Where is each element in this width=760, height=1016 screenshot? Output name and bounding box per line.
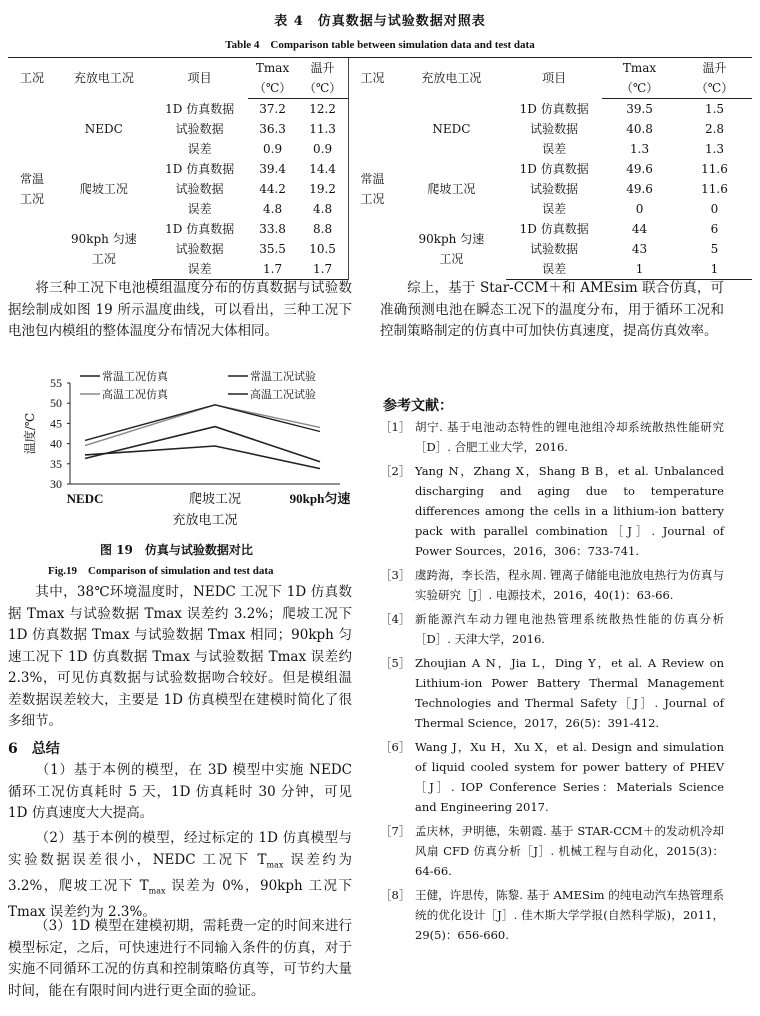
rise-cell-right: 11.6 xyxy=(701,182,728,196)
legend-label: 常温工况仿真 xyxy=(102,370,168,383)
table-caption-cn: 表 4 仿真数据与试验数据对照表 xyxy=(274,14,486,29)
figure-caption-cn: 图 19 仿真与试验数据对比 xyxy=(100,543,253,557)
reference-text: Zhoujian A N，Jia L，Ding Y，et al. A Review on Lithium-ion Power Battery Thermal Management Technologies and Thermal Safety［J］. Journal of Thermal Science，2017，26(5)：391-412. xyxy=(415,656,724,730)
condition-cell-right: 常温 工况 xyxy=(348,99,396,280)
tmax-cell-right: 43 xyxy=(631,242,648,256)
group-cell: 90kph 匀速 工况 xyxy=(70,232,137,267)
y-axis-label: 温度/℃ xyxy=(23,412,37,455)
subscript-max-1: max xyxy=(266,860,284,870)
header-tmax: Tmax xyxy=(248,58,298,79)
group-cell-right: 爬坡工况 xyxy=(427,182,476,196)
figure-caption-en: Fig.19 Comparison of simulation and test data xyxy=(48,565,274,577)
item-cell: 试验数据 xyxy=(175,182,224,196)
item-cell-right: 误差 xyxy=(542,202,567,216)
reference-text: Yang N，Zhang X，Shang B B，et al. Unbalanced discharging and aging due to temperature differences among the cells in a lithium-ion battery pack with parallel combination［J］. Journal of Power Sources，2016，306：733-741. xyxy=(415,464,724,558)
tmax-cell-right: 49.6 xyxy=(626,162,653,176)
reference-text: 王健，许思传，陈黎. 基于 AMESim 的纯电动汽车热管理系统的优化设计［J］. 佳木斯大学学报(自然科学版)，2011，29(5)：656-660. xyxy=(415,888,724,942)
reference-text: 孟庆林，尹明德，朱朝霞. 基于 STAR-CCM＋的发动机冷却风扇 CFD 仿真分析［J］. 机械工程与自动化，2015(3)：64-66. xyxy=(415,824,724,878)
reference-item xyxy=(380,653,724,733)
rise-cell: 1.7 xyxy=(298,259,348,280)
reference-number: ［4］ xyxy=(380,612,411,626)
header-unit-tmax-right: （℃） xyxy=(602,78,677,99)
reference-item xyxy=(380,737,724,817)
paragraph-summary-3-text: （3）1D 模型在建模初期，需耗费一定的时间来进行模型标定，之后，可快速进行不同输入条件的仿真，对于实施不同循环工况的仿真和控制策略仿真等，可节约大量时间，能在有限时间内进行更全面的验证。 xyxy=(8,918,352,999)
subscript-max-2: max xyxy=(148,886,166,896)
y-tick-label: 50 xyxy=(50,396,62,411)
reference-number: ［8］ xyxy=(380,888,411,902)
group-cell: 爬坡工况 xyxy=(79,182,128,196)
item-cell: 误差 xyxy=(152,259,248,280)
reference-text: 新能源汽车动力锂电池热管理系统散热性能的仿真分析［D］. 天津大学，2016. xyxy=(415,612,724,646)
tmax-cell-right: 0 xyxy=(635,202,644,216)
temperature-comparison-chart xyxy=(20,368,350,536)
header-temp-rise-right: 温升 xyxy=(677,58,752,79)
item-cell-right: 试验数据 xyxy=(530,182,579,196)
y-tick-label: 40 xyxy=(50,436,62,451)
item-cell: 试验数据 xyxy=(175,242,224,256)
item-cell: 误差 xyxy=(187,202,212,216)
header-condition: 工况 xyxy=(8,58,56,99)
reference-text: 胡宁. 基于电池动态特性的锂电池组冷却系统散热性能研究［D］. 合肥工业大学，2016. xyxy=(415,420,724,454)
tmax-cell: 33.8 xyxy=(259,222,286,236)
tmax-cell: 44.2 xyxy=(259,182,286,196)
paragraph-analysis xyxy=(8,582,352,733)
header-charge-condition-right: 充放电工况 xyxy=(396,58,506,99)
x-tick-label: NEDC xyxy=(66,491,104,506)
legend-label: 常温工况试验 xyxy=(250,370,316,383)
paragraph-summary-2-part-a: （2）基于本例的模型，经过标定的 1D 仿真模型与实验数据误差很小，NEDC 工况下 T xyxy=(8,830,352,868)
header-charge-condition: 充放电工况 xyxy=(56,58,152,99)
rise-cell: 14.4 xyxy=(309,162,336,176)
y-tick-label: 45 xyxy=(50,416,62,431)
tmax-cell: 39.4 xyxy=(259,162,286,176)
paragraph-conclusion xyxy=(380,278,724,343)
paragraph-analysis-text: 其中，38℃环境温度时，NEDC 工况下 1D 仿真数据 Tmax 与试验数据 Tmax 误差约 3.2%；爬坡工况下 1D 仿真数据 Tmax 与试验数据 Tmax 相同；90kph 匀速工况下 1D 仿真数据 Tmax 与试验数据 Tmax 误差约 2.3%，可见仿真数据与试验数据吻合较好。但是模组温差数据误差较大，主要是 1D 仿真模型在建模时简化了很多细节。 xyxy=(8,584,352,729)
tmax-cell: 37.2 xyxy=(259,102,286,116)
tmax-cell-right: 40.8 xyxy=(626,122,653,136)
x-tick-label: 90kph匀速 xyxy=(289,491,350,506)
item-cell-right: 试验数据 xyxy=(530,242,579,256)
rise-cell: 19.2 xyxy=(309,182,336,196)
legend-label: 高温工况试验 xyxy=(250,388,316,401)
comparison-table xyxy=(8,57,752,280)
item-cell: 1D 仿真数据 xyxy=(165,101,235,116)
x-tick-label: 爬坡工况 xyxy=(188,491,242,506)
rise-cell-right: 11.6 xyxy=(701,162,728,176)
table-caption-en: Table 4 Comparison table between simulation data and test data xyxy=(225,39,535,51)
reference-text: Wang J，Xu H，Xu X，et al. Design and simulation of liquid cooled system for power battery of PHEV［J］. IOP Conference Series：Materials Science and Engineering 2017. xyxy=(415,740,724,814)
tmax-cell-right: 39.5 xyxy=(626,102,653,116)
section-title: 6 总结 xyxy=(8,741,60,757)
condition-cell: 常温 工况 xyxy=(19,172,44,206)
tmax-cell: 1.7 xyxy=(248,259,298,280)
rise-cell: 4.8 xyxy=(313,202,333,216)
item-cell-right: 1D 仿真数据 xyxy=(519,222,589,236)
paragraph-summary-2-part-c: 误差为 0%，90kph 工况下 Tmax 误差约为 2.3%。 xyxy=(8,877,352,920)
tmax-cell-right: 49.6 xyxy=(626,182,653,196)
reference-number: ［1］ xyxy=(380,420,411,434)
tmax-cell: 4.8 xyxy=(263,202,283,216)
reference-item xyxy=(380,461,724,561)
tmax-cell: 36.3 xyxy=(259,122,286,136)
references-list xyxy=(380,417,724,949)
paragraph-intro-text: 将三种工况下电池模组温度分布的仿真数据与试验数据绘制成如图 19 所示温度曲线，可以看出，三种工况下电池包内模组的整体温度分布情况大体相同。 xyxy=(8,280,352,339)
group-cell-right: NEDC xyxy=(432,121,471,136)
header-unit-rise: （℃） xyxy=(298,78,348,99)
tmax-cell: 35.5 xyxy=(259,242,286,256)
y-tick-label: 55 xyxy=(50,376,62,390)
reference-number: ［2］ xyxy=(380,464,411,478)
reference-item xyxy=(380,565,724,605)
header-condition-right: 工况 xyxy=(348,58,396,99)
tmax-cell-right: 44 xyxy=(631,222,648,236)
paragraph-intro xyxy=(8,278,352,343)
header-unit-rise-right: （℃） xyxy=(677,78,752,99)
reference-item xyxy=(380,821,724,881)
tmax-cell: 0.9 xyxy=(263,142,283,156)
y-tick-label: 35 xyxy=(50,456,62,471)
reference-item xyxy=(380,885,724,945)
rise-cell: 10.5 xyxy=(309,242,336,256)
item-cell-right: 1D 仿真数据 xyxy=(519,101,589,116)
reference-number: ［5］ xyxy=(380,656,411,670)
item-cell-right: 1D 仿真数据 xyxy=(519,162,589,176)
header-item: 项目 xyxy=(152,58,248,99)
item-cell-right: 误差 xyxy=(542,142,567,156)
rise-cell: 0.9 xyxy=(313,142,333,156)
paragraph-summary-1 xyxy=(8,760,352,825)
legend-label: 高温工况仿真 xyxy=(102,388,168,401)
x-axis-label: 充放电工况 xyxy=(172,513,238,528)
reference-item xyxy=(380,609,724,649)
reference-number: ［3］ xyxy=(380,568,411,582)
rise-cell-right: 0 xyxy=(710,202,719,216)
header-tmax-right: Tmax xyxy=(602,58,677,79)
paragraph-summary-3 xyxy=(8,916,352,1002)
tmax-cell-right: 1 xyxy=(602,259,677,280)
rise-cell-right: 1 xyxy=(677,259,752,280)
reference-number: ［6］ xyxy=(380,740,411,754)
item-cell: 1D 仿真数据 xyxy=(165,162,235,176)
rise-cell: 8.8 xyxy=(313,222,333,236)
item-cell-right: 试验数据 xyxy=(530,122,579,136)
item-cell: 误差 xyxy=(187,142,212,156)
reference-number: ［7］ xyxy=(380,824,411,838)
paragraph-summary-2 xyxy=(8,828,352,923)
paragraph-summary-2-part-b: 误差约为 3.2%，爬坡工况下 T xyxy=(8,851,352,894)
tmax-cell-right: 1.3 xyxy=(630,142,650,156)
rise-cell-right: 6 xyxy=(710,222,719,236)
rise-cell-right: 1.3 xyxy=(704,142,725,156)
header-item-right: 项目 xyxy=(506,58,602,99)
rise-cell-right: 1.5 xyxy=(704,102,725,116)
item-cell: 试验数据 xyxy=(175,122,224,136)
rise-cell-right: 2.8 xyxy=(704,122,725,136)
item-cell-right: 误差 xyxy=(506,259,602,280)
series-line-3 xyxy=(85,405,320,446)
paragraph-summary-1-text: （1）基于本例的模型，在 3D 模型中实施 NEDC 循环工况仿真耗时 5 天，1D 仿真耗时 30 分钟，可见 1D 仿真速度大大提高。 xyxy=(8,762,352,821)
references-title: 参考文献： xyxy=(383,398,453,414)
item-cell: 1D 仿真数据 xyxy=(165,222,235,236)
rise-cell: 12.2 xyxy=(309,102,336,116)
header-unit-tmax: （℃） xyxy=(248,78,298,99)
series-line-2 xyxy=(85,427,320,462)
group-cell-right: 90kph 匀速 工况 xyxy=(418,232,485,267)
reference-item xyxy=(380,417,724,457)
paragraph-conclusion-text: 综上，基于 Star-CCM＋和 AMEsim 联合仿真，可准确预测电池在瞬态工况下的温度分布，用于循环工况和控制策略制定的仿真中可加快仿真速度，提高仿真效率。 xyxy=(380,280,724,339)
reference-text: 虞跨海，李长浩，程永周. 锂离子储能电池放电热行为仿真与实验研究［J］. 电源技术，2016，40(1)：63-66. xyxy=(415,568,724,602)
y-tick-label: 30 xyxy=(50,477,62,491)
group-cell: NEDC xyxy=(84,121,123,136)
rise-cell: 11.3 xyxy=(309,122,336,136)
rise-cell-right: 5 xyxy=(710,242,719,256)
header-temp-rise: 温升 xyxy=(298,58,348,79)
table-row xyxy=(8,99,752,120)
